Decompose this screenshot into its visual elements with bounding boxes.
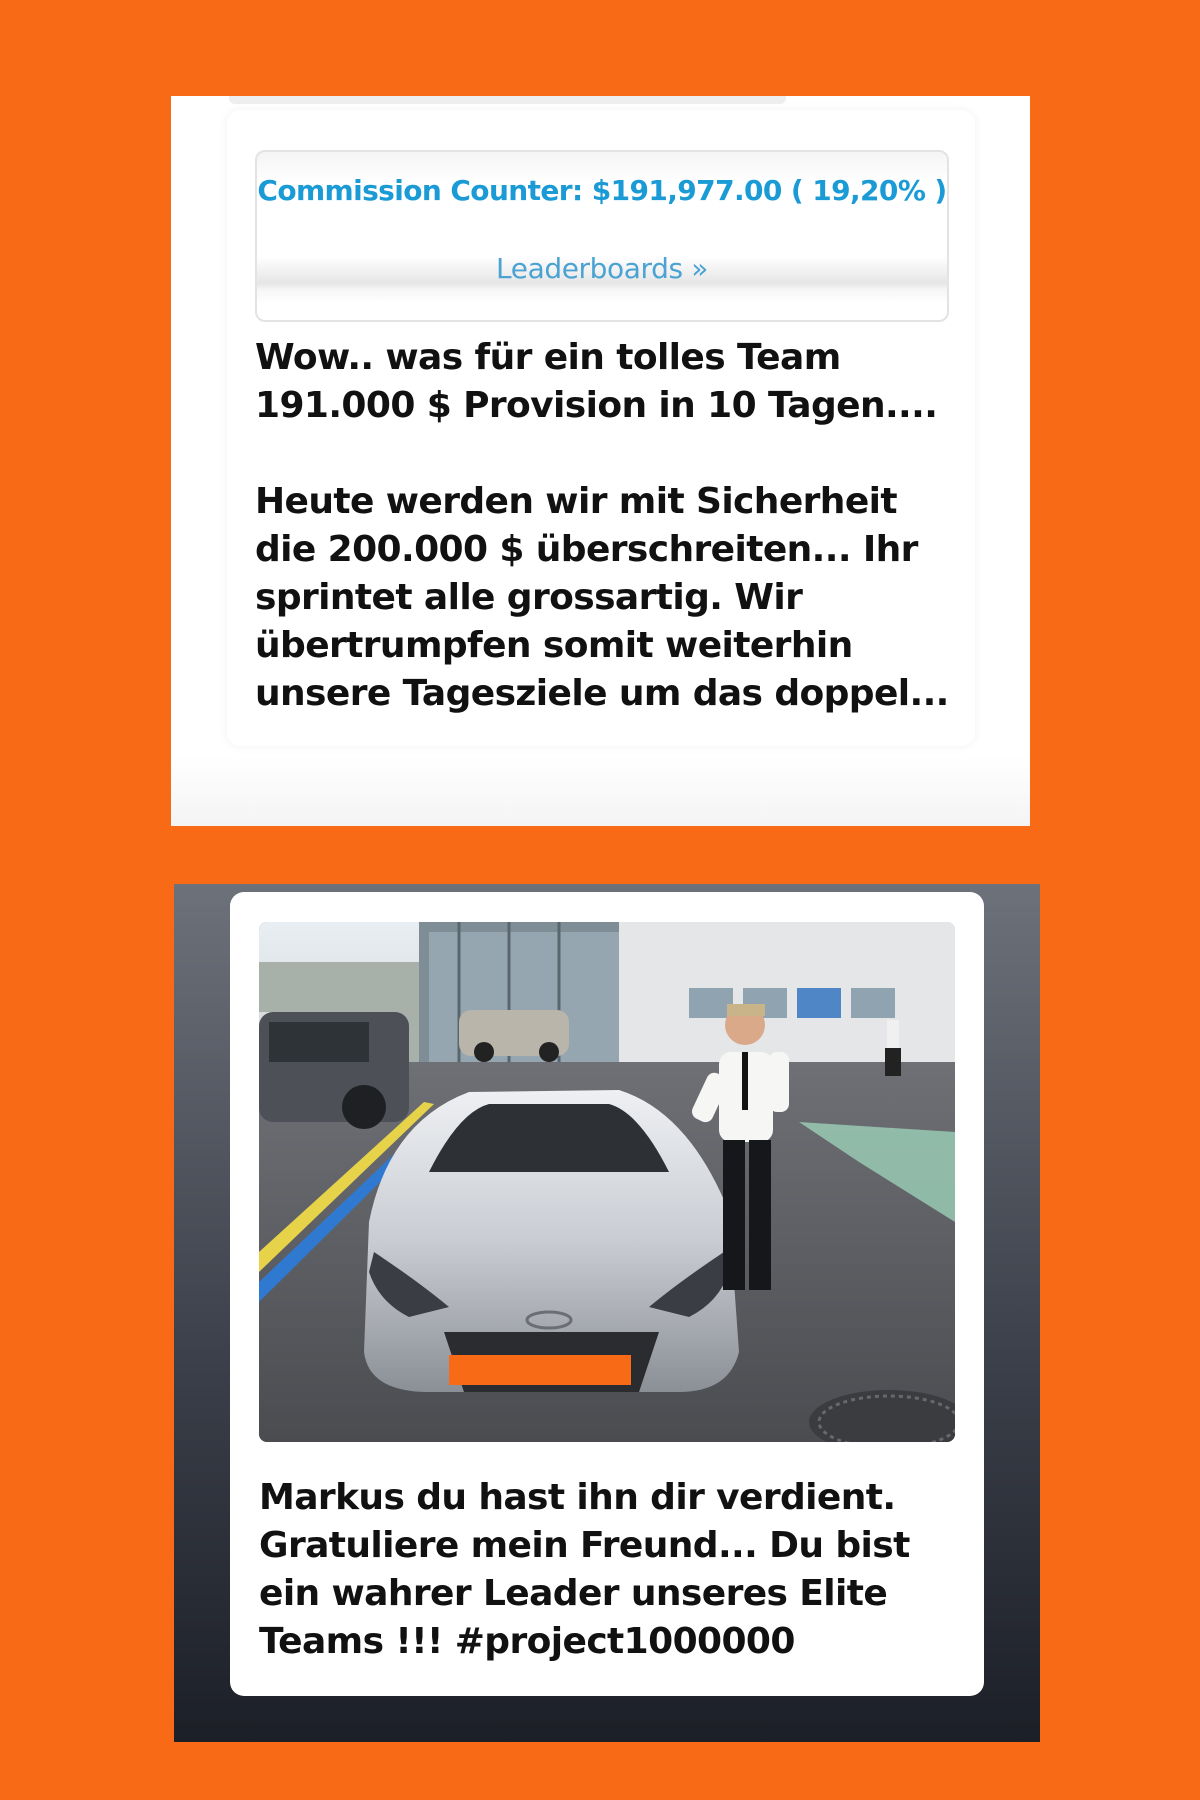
top-screenshot bbox=[171, 96, 1030, 826]
post-line: unsere Tagesziele um das doppel... bbox=[255, 673, 949, 714]
top-post-card bbox=[227, 110, 975, 746]
post-line: Gratuliere mein Freund... Du bist bbox=[259, 1525, 910, 1566]
commission-counter: Commission Counter: $191,977.00 ( 19,20% ) bbox=[257, 174, 947, 207]
screenshot-bottom-edge bbox=[171, 756, 1030, 826]
post-line: Wow.. was für ein tolles Team bbox=[255, 337, 841, 378]
post-line: ein wahrer Leader unseres Elite bbox=[259, 1573, 888, 1614]
redaction-bar bbox=[449, 1355, 631, 1385]
car-photo-illustration bbox=[259, 922, 955, 1442]
previous-card-edge bbox=[229, 96, 786, 104]
post-line: Teams !!! #project1000000 bbox=[259, 1621, 795, 1662]
leaderboards-link[interactable]: Leaderboards » bbox=[496, 252, 708, 285]
bottom-post-text bbox=[259, 1474, 969, 1666]
top-post-text bbox=[255, 334, 965, 718]
post-line: übertrumpfen somit weiterhin bbox=[255, 625, 853, 666]
post-line: 191.000 $ Provision in 10 Tagen.... bbox=[255, 385, 938, 426]
post-line: Markus du hast ihn dir verdient. bbox=[259, 1477, 896, 1518]
post-line: sprintet alle grossartig. Wir bbox=[255, 577, 803, 618]
post-line: Heute werden wir mit Sicherheit bbox=[255, 481, 897, 522]
post-line: die 200.000 $ überschreiten... Ihr bbox=[255, 529, 918, 570]
bottom-screenshot bbox=[174, 884, 1040, 1742]
car-photo bbox=[259, 922, 955, 1442]
commission-counter-box bbox=[255, 150, 949, 322]
bottom-post-card bbox=[230, 892, 984, 1696]
